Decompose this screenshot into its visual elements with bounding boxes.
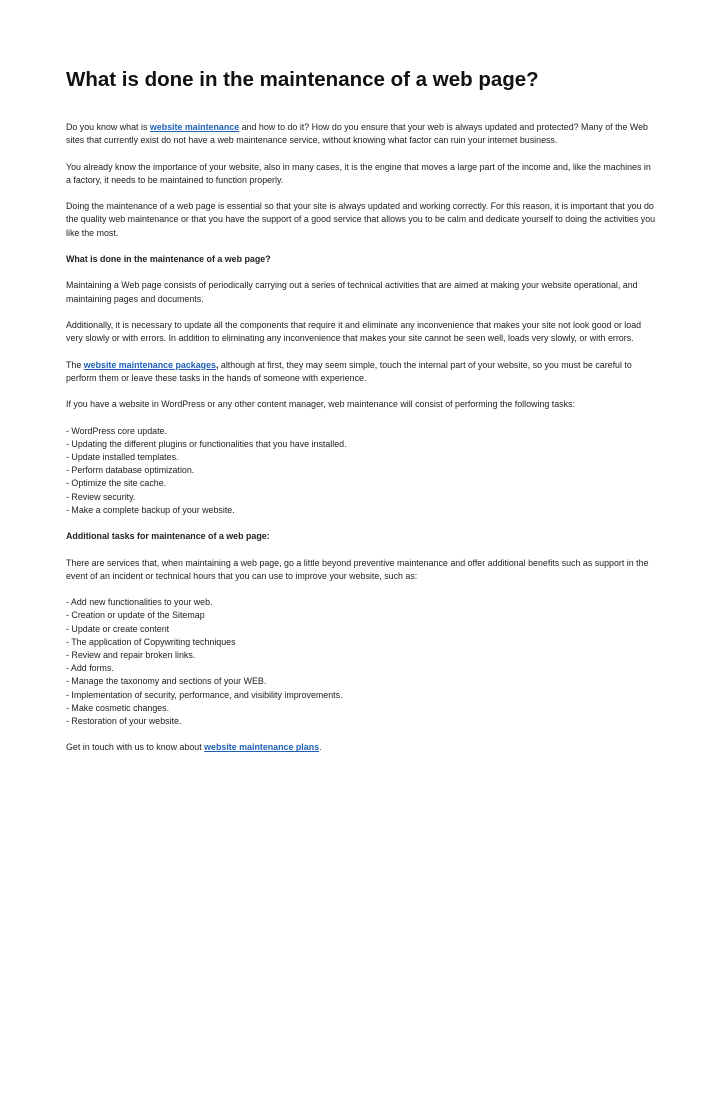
- list-item: - Implementation of security, performance, and visibility improvements.: [66, 689, 343, 700]
- list-item: - Update installed templates.: [66, 451, 179, 462]
- list-item: - Manage the taxonomy and sections of your WEB.: [66, 676, 267, 687]
- list-item: - Restoration of your website.: [66, 715, 182, 726]
- packages-text-end: although at first, they may seem simple, touch the internal part of your website, so you must be careful to perform them or leave these tasks in the hands of someone with experience.: [66, 359, 632, 383]
- list-item: - Updating the different plugins or functionalities that you have installed.: [66, 438, 347, 449]
- task-list: [66, 425, 656, 517]
- website-maintenance-link[interactable]: website maintenance: [149, 122, 240, 132]
- intro-text-start: Do you know what is: [66, 122, 150, 132]
- maintenance-packages-link[interactable]: website maintenance packages: [83, 359, 216, 370]
- list-item: - The application of Copywriting techniques: [66, 636, 236, 647]
- packages-comma: ,: [215, 359, 219, 370]
- paragraph-definition: Maintaining a Web page consists of periodically carrying out a series of technical activities that are aimed at making your website operational, and maintaining pages and documents.: [66, 280, 638, 304]
- page-title: What is done in the maintenance of a web page?: [66, 68, 539, 91]
- list-item: - Optimize the site cache.: [66, 478, 167, 489]
- paragraph-packages: [66, 359, 656, 385]
- list-item: - Perform database optimization.: [66, 465, 195, 476]
- list-item: - WordPress core update.: [66, 425, 167, 436]
- closing-text-start: Get in touch with us to know about: [66, 742, 205, 753]
- list-item: - Review and repair broken links.: [66, 649, 196, 660]
- list-item: - Make cosmetic changes.: [66, 702, 170, 713]
- list-item: - Update or create content: [66, 623, 170, 634]
- packages-text-start: The: [66, 359, 84, 370]
- extras-list: [66, 596, 656, 728]
- paragraph-services: There are services that, when maintaining a web page, go a little beyond preventive maintenance and offer additional benefits such as support in the event of an incident or technical hours that you can use to improve your website, such as:: [66, 557, 649, 581]
- closing-paragraph: [66, 741, 656, 754]
- intro-paragraph: [66, 121, 656, 147]
- list-item: - Make a complete backup of your website.: [66, 504, 235, 515]
- section-heading-maintenance: What is done in the maintenance of a web page?: [66, 253, 271, 264]
- list-item: - Add forms.: [66, 663, 114, 674]
- closing-text-end: .: [319, 742, 322, 753]
- list-item: - Creation or update of the Sitemap: [66, 610, 205, 621]
- paragraph-essential: Doing the maintenance of a web page is essential so that your site is always updated and working correctly. For this reason, it is important that you do the quality web maintenance or that you have the support of a good service that allows you to be calm and dedicate yourself to doing the activities you like the most.: [66, 201, 656, 238]
- section-heading-additional: Additional tasks for maintenance of a web page:: [66, 531, 270, 542]
- intro-text-end: and how to do it? How do you ensure that your web is always updated and protected? Many of the Web sites that currently exist do not have a web maintenance service, without knowing what factor can ruin your internet business.: [66, 122, 648, 146]
- paragraph-update-components: Additionally, it is necessary to update all the components that require it and eliminate any inconvenience that makes your site not look good or load very slowly or with errors. In addition to eliminating any inconvenience that makes your site cannot be seen well, loads very slowly, or with errors.: [66, 319, 642, 344]
- paragraph-importance: You already know the importance of your website, also in many cases, it is the engine that moves a large part of the income and, like the machines in a factory, it needs to be maintained to function properly.: [66, 161, 651, 185]
- maintenance-plans-link[interactable]: website maintenance plans: [204, 742, 320, 753]
- list-item: - Review security.: [66, 491, 136, 502]
- article-body: [66, 121, 656, 768]
- list-item: - Add new functionalities to your web.: [66, 597, 213, 608]
- paragraph-wordpress: If you have a website in WordPress or any other content manager, web maintenance will consist of performing the following tasks:: [66, 399, 575, 410]
